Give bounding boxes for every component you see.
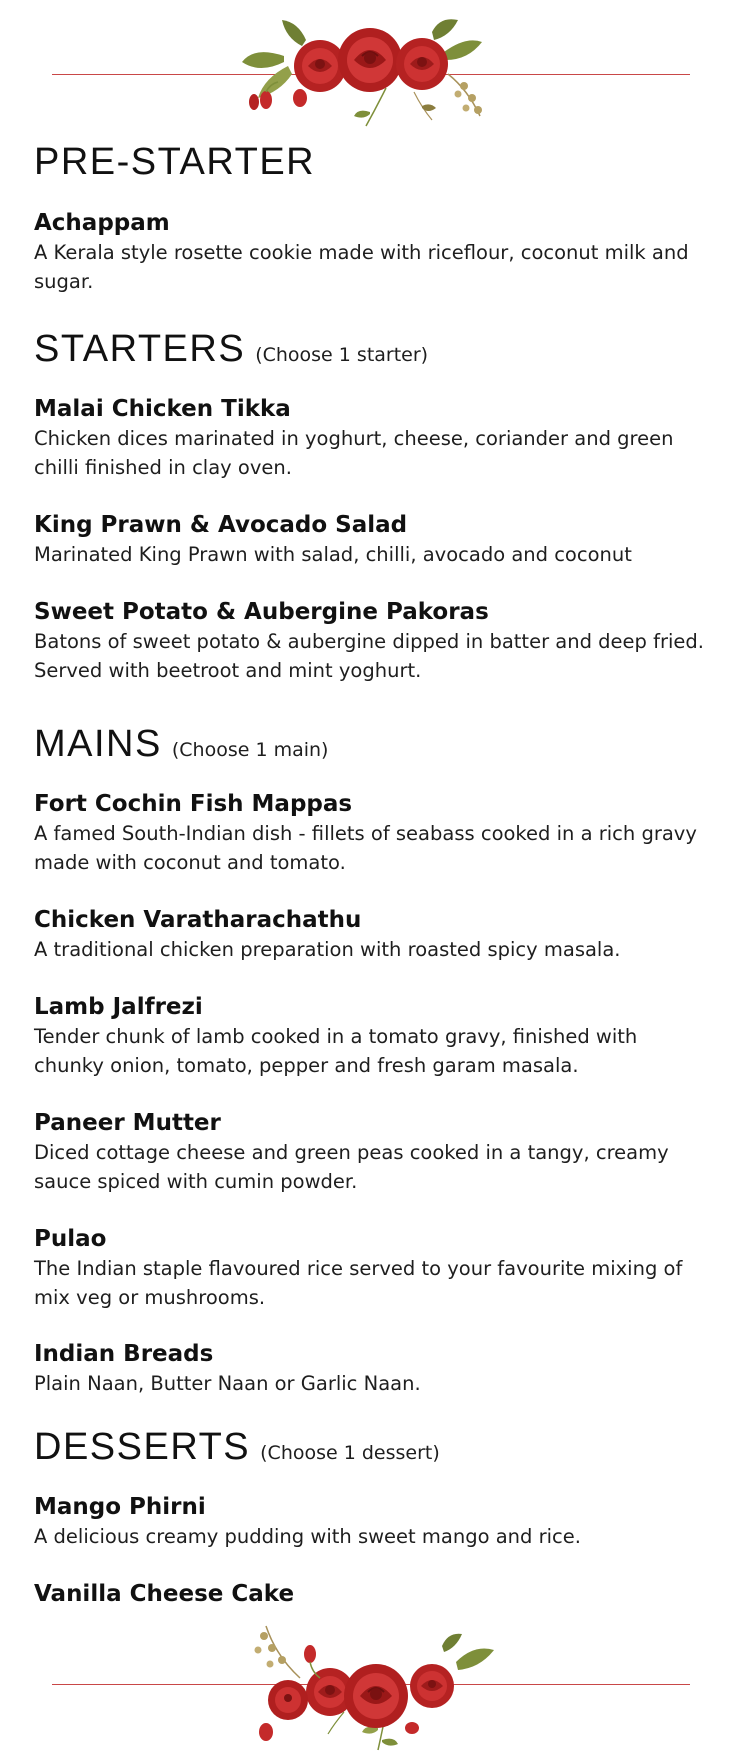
bottom-rose-bouquet-icon: [236, 1616, 506, 1752]
section-title-text: STARTERS: [34, 328, 246, 370]
item-name: Chicken Varatharachathu: [34, 907, 362, 933]
section-title-starters: [34, 328, 428, 371]
menu-item: [34, 1224, 704, 1312]
item-description: Tender chunk of lamb cooked in a tomato gravy, finished with chunky onion, tomato, pepper and fresh garam masala.: [34, 1025, 638, 1077]
menu-item: [34, 992, 704, 1080]
section-title-text: MAINS: [34, 723, 162, 765]
item-name: Pulao: [34, 1226, 107, 1252]
item-description: Batons of sweet potato & aubergine dipped in batter and deep fried. Served with beetroot and mint yoghurt.: [34, 630, 704, 682]
top-rose-bouquet-icon: [236, 16, 506, 132]
item-description: A Kerala style rosette cookie made with riceflour, coconut milk and sugar.: [34, 241, 689, 293]
item-name: Mango Phirni: [34, 1494, 206, 1520]
section-title-mains: [34, 723, 328, 766]
section-title-pre-starter: [34, 141, 315, 184]
menu-item: [34, 1579, 704, 1609]
item-description: A famed South-Indian dish - fillets of seabass cooked in a rich gravy made with coconut and tomato.: [34, 822, 697, 874]
menu-item: [34, 1339, 704, 1398]
section-note: (Choose 1 dessert): [260, 1442, 440, 1464]
item-description: Plain Naan, Butter Naan or Garlic Naan.: [34, 1372, 421, 1395]
menu-item: [34, 905, 704, 964]
menu-item: [34, 1492, 704, 1551]
section-note: (Choose 1 main): [171, 739, 329, 761]
item-name: Malai Chicken Tikka: [34, 396, 291, 422]
item-description: The Indian staple flavoured rice served to your favourite mixing of mix veg or mushrooms.: [34, 1257, 683, 1309]
item-name: Fort Cochin Fish Mappas: [34, 791, 353, 817]
item-name: Sweet Potato & Aubergine Pakoras: [34, 599, 489, 625]
item-description: Marinated King Prawn with salad, chilli, avocado and coconut: [34, 543, 632, 566]
menu-item: [34, 789, 704, 877]
item-description: A delicious creamy pudding with sweet mango and rice.: [34, 1525, 581, 1548]
item-description: Chicken dices marinated in yoghurt, cheese, coriander and green chilli finished in clay oven.: [34, 427, 674, 479]
menu-item: [34, 597, 704, 685]
item-description: Diced cottage cheese and green peas cooked in a tangy, creamy sauce spiced with cumin powder.: [34, 1141, 669, 1193]
item-name: Indian Breads: [34, 1341, 214, 1367]
section-title-text: PRE-STARTER: [34, 141, 316, 183]
item-name: King Prawn & Avocado Salad: [34, 512, 408, 538]
menu-item: [34, 208, 704, 296]
item-name: Lamb Jalfrezi: [34, 994, 203, 1020]
item-name: Paneer Mutter: [34, 1110, 221, 1136]
item-name: Vanilla Cheese Cake: [34, 1581, 295, 1607]
section-title-desserts: [34, 1426, 440, 1469]
menu-item: [34, 394, 704, 482]
section-title-text: DESSERTS: [34, 1426, 251, 1468]
section-note: (Choose 1 starter): [255, 344, 429, 366]
item-name: Achappam: [34, 210, 170, 236]
item-description: A traditional chicken preparation with roasted spicy masala.: [34, 938, 621, 961]
menu-item: [34, 1108, 704, 1196]
menu-item: [34, 510, 704, 569]
